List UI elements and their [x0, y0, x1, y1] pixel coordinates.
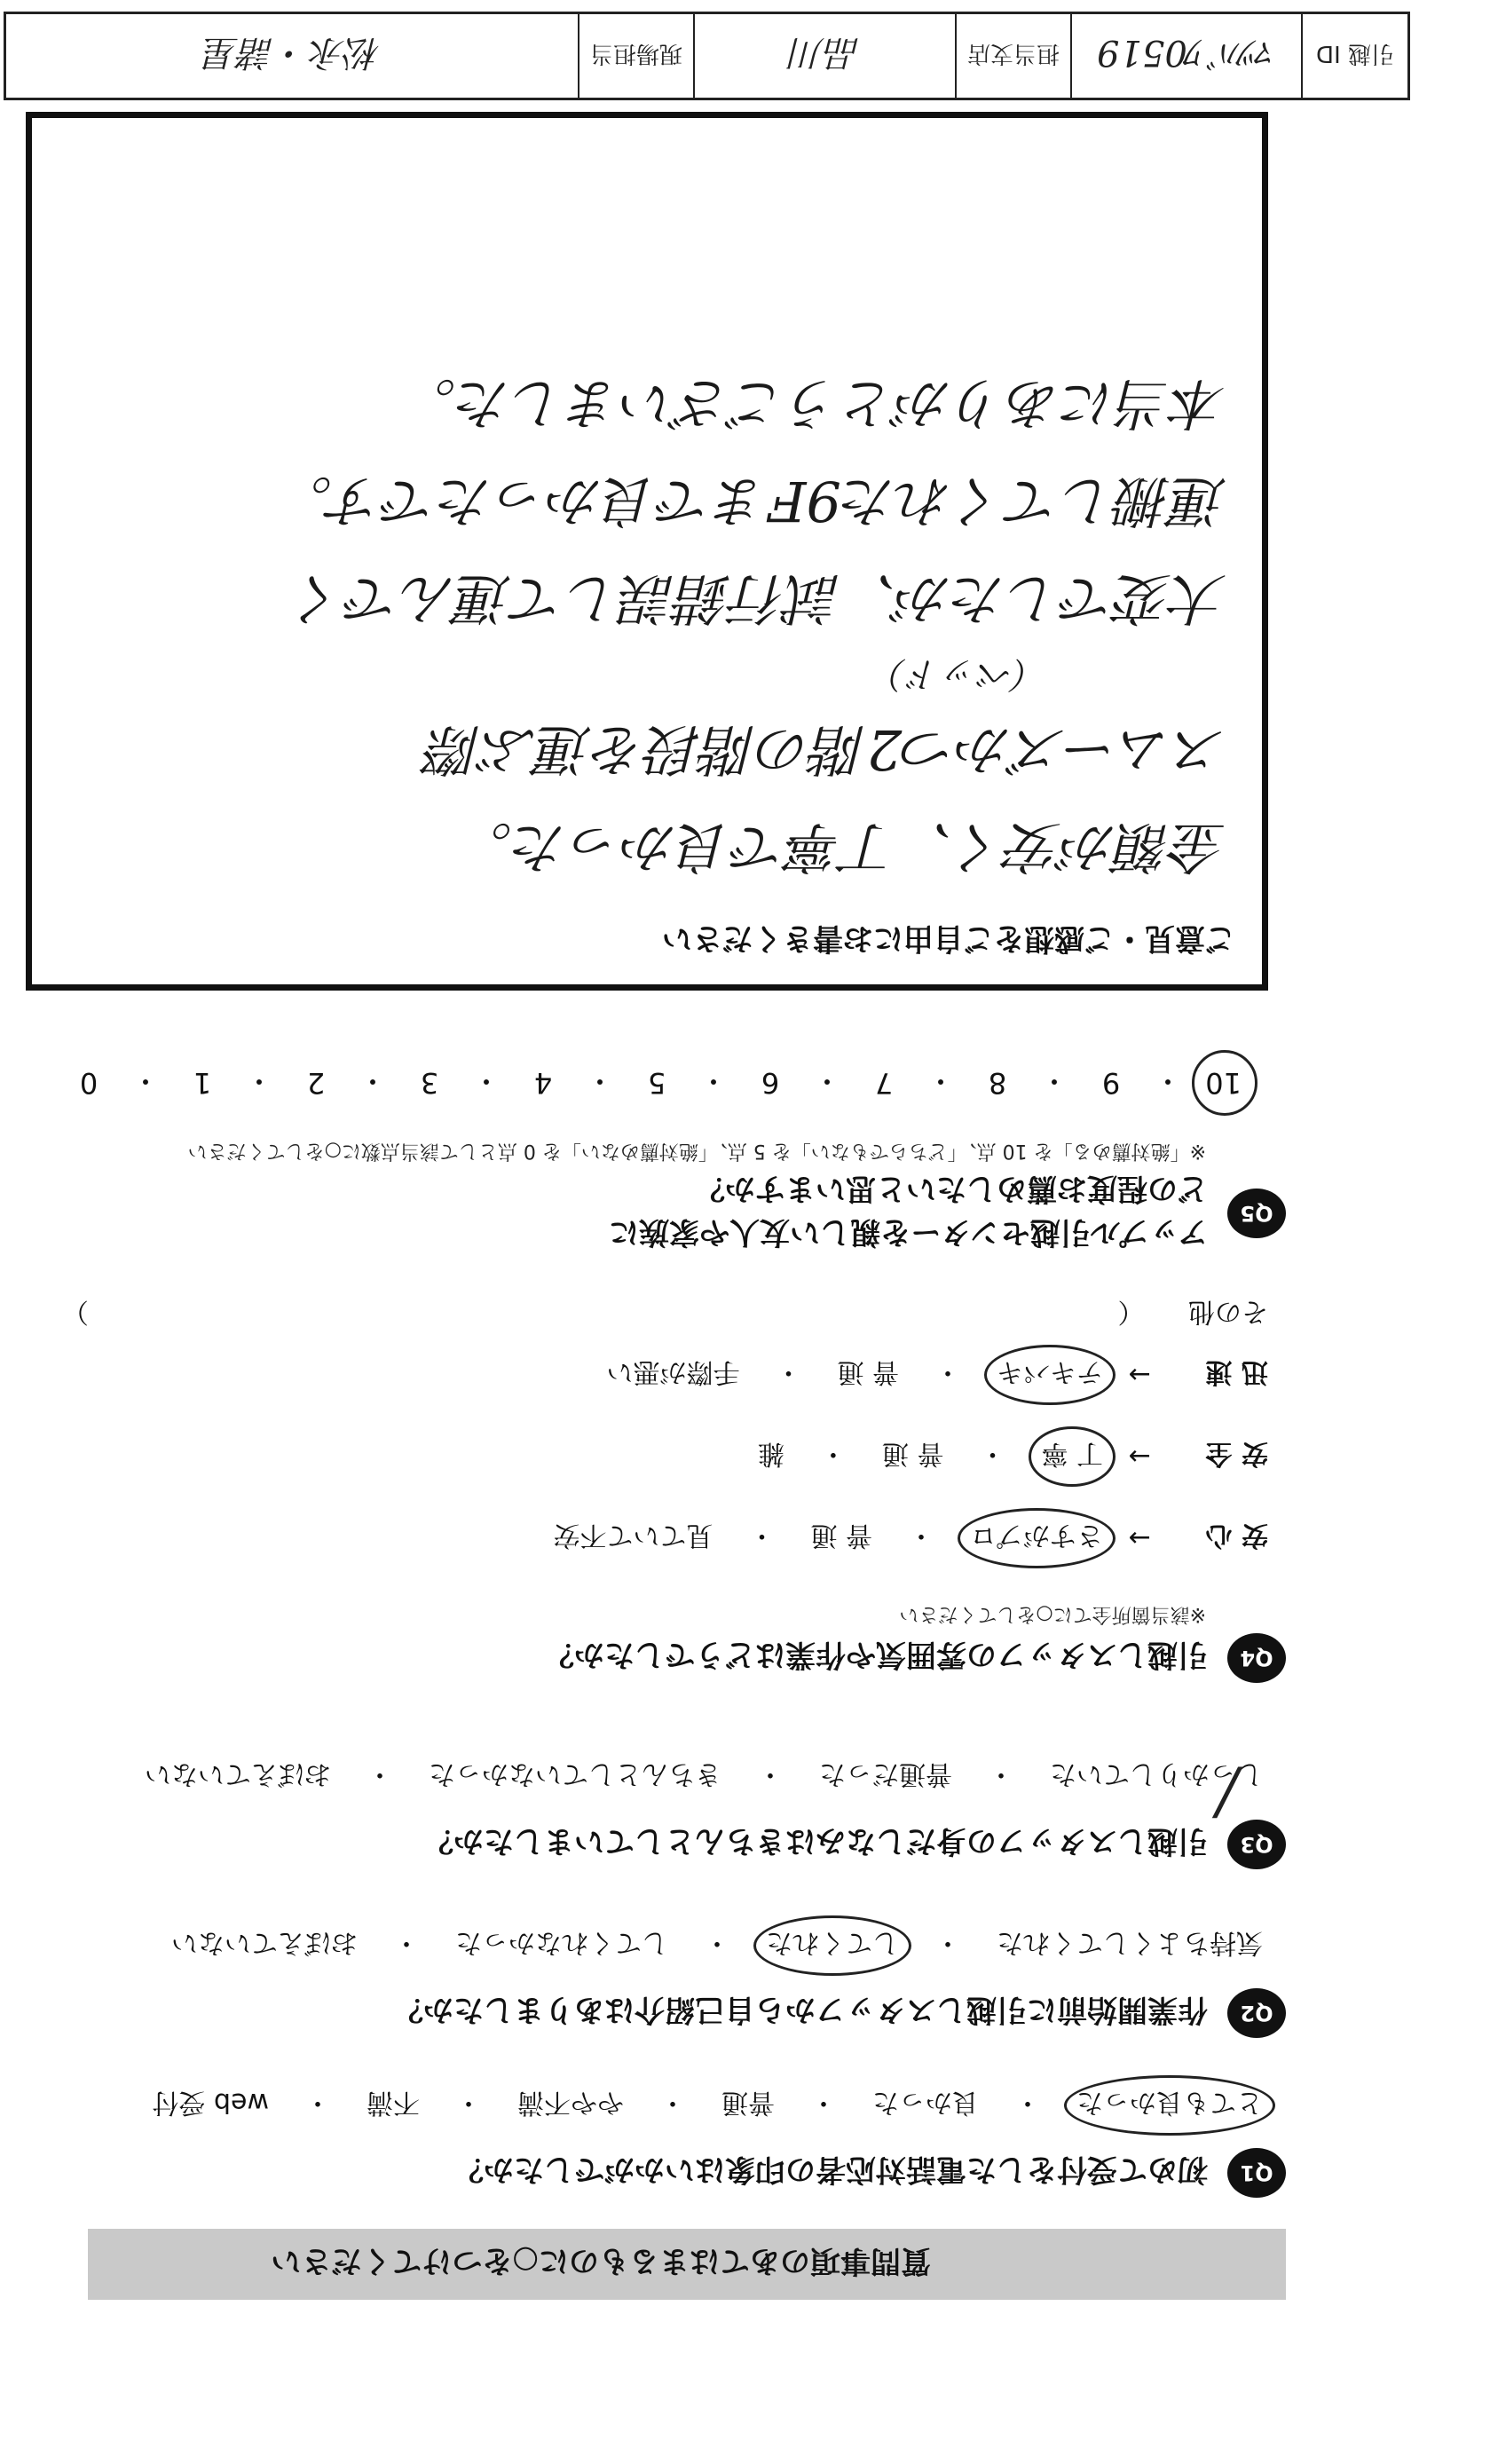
comment-heading: ご意見・ご感想をご自由にお書きください: [662, 920, 1235, 956]
scale-value[interactable]: 1: [193, 1066, 212, 1100]
comment-line: （ベッド）: [871, 653, 1049, 694]
q1-option[interactable]: とても良かった: [1071, 2086, 1268, 2125]
instruction-bar: 質問事項のあてはまるものに○をつけてください: [88, 2229, 1286, 2300]
scale-value[interactable]: 9: [1101, 1066, 1121, 1100]
move-id-value: ﾏﾂﾊﾞﾜ0519: [1070, 14, 1301, 98]
question-q2: Q2 作業開始前に引越しスタッフから自己紹介はありましたか？ 気持ちよくしてくれた ・ してくれた ・ してくれなかった ・ おぼえていない: [43, 1926, 1286, 2038]
comment-line: 大変でしたが、試行錯誤して運んでく: [290, 566, 1226, 631]
q3-option[interactable]: おぼえていない: [145, 1758, 331, 1789]
q1-option[interactable]: 普通: [721, 2087, 775, 2118]
q4-row-label: 安 心: [1205, 1520, 1268, 1551]
q2-badge: Q2: [1227, 1988, 1286, 2038]
scale-value[interactable]: 7: [874, 1066, 894, 1100]
scale-value[interactable]: 2: [306, 1066, 326, 1100]
comment-line: 本当にありがとうございました。: [400, 371, 1226, 436]
q4-option[interactable]: さすがプロ: [965, 1519, 1108, 1558]
staff-value: 松永・諸星: [203, 32, 381, 74]
q4-option[interactable]: 雑: [757, 1438, 784, 1469]
question-q3: Q3 引越しスタッフの身だしなみはきちんとしていましたか？ しっかりしていた / ・ 普通だった ・ きちんとしていなかった ・ おぼえていない: [43, 1757, 1286, 1869]
q3-option[interactable]: 普通だった: [819, 1758, 952, 1789]
q1-option[interactable]: 不満: [367, 2087, 420, 2118]
q4-option[interactable]: 見ていて不安: [553, 1520, 713, 1551]
q4-row-label: 迅 速: [1205, 1356, 1268, 1387]
q5-scale: 10 ・ 9 ・ 8 ・ 7 ・ 6 ・ 5 ・ 4 ・ 3 ・ 2 ・ 1 ・ 0: [43, 1062, 1242, 1103]
q4-other-row: [43, 1295, 1268, 1334]
header-table: [4, 12, 1410, 100]
q4-option[interactable]: 普 通: [810, 1520, 872, 1551]
q4-badge: Q4: [1227, 1633, 1286, 1683]
q4-row-anshin: 安 心 → さすがプロ ・ 普 通 ・ 見ていて不安: [43, 1497, 1268, 1579]
scale-value[interactable]: 5: [647, 1066, 666, 1100]
q4-option[interactable]: 普 通: [837, 1356, 899, 1387]
arrow-icon: →: [1128, 1359, 1151, 1391]
question-q5: [43, 1062, 1286, 1257]
q4-other-label: その他: [1188, 1296, 1268, 1327]
scale-value[interactable]: 10: [1205, 1066, 1242, 1100]
comment-line: スムーズかつ2階の階段を運ぶ際: [426, 717, 1226, 782]
q5-text-line2: どの程度お薦めしたいと思いますか？: [695, 1171, 1208, 1206]
move-id-label: 引越 ID: [1301, 14, 1407, 98]
comment-lines: [67, 354, 1226, 896]
scale-value[interactable]: 4: [533, 1066, 553, 1100]
staff-label: 現場担当: [578, 14, 693, 98]
q4-other-open[interactable]: （: [1117, 1296, 1145, 1327]
q4-option[interactable]: 丁 寧: [1036, 1437, 1108, 1476]
question-q4: [43, 1295, 1286, 1683]
q1-badge: Q1: [1227, 2148, 1286, 2198]
branch-label: 担当支店: [955, 14, 1070, 98]
q1-option[interactable]: やや不満: [517, 2087, 624, 2118]
q3-badge: Q3: [1227, 1820, 1286, 1869]
q2-option[interactable]: 気持ちよくしてくれた: [997, 1927, 1263, 1958]
q3-text: 引越しスタッフの身だしなみはきちんとしていましたか？: [423, 1823, 1208, 1860]
q4-row-jinsoku: 迅 速 → テキパキ ・ 普 通 ・ 手際が悪い: [43, 1334, 1268, 1416]
comment-box: [26, 112, 1268, 991]
q4-row-label: 安 全: [1205, 1438, 1268, 1469]
q5-note: ※「絶対薦める」を 10 点、「どちらでもない」を 5 点、「絶対薦めない」を 0 点として該当点数に○をしてください: [187, 1140, 1206, 1162]
q2-text: 作業開始前に引越しスタッフから自己紹介はありましたか？: [393, 1992, 1208, 2028]
q4-option[interactable]: 普 通: [881, 1438, 944, 1469]
q4-row-anzen: 安 全 → 丁 寧 ・ 普 通 ・ 雑: [43, 1416, 1268, 1497]
scale-value[interactable]: 3: [420, 1066, 439, 1100]
scale-value[interactable]: 8: [988, 1066, 1007, 1100]
q2-option[interactable]: してくれなかった: [455, 1927, 668, 1958]
q4-text: 引越しスタッフの雰囲気や作業はどうでしたか？: [544, 1637, 1208, 1673]
arrow-icon: →: [1128, 1441, 1151, 1473]
q1-option[interactable]: web 受付: [152, 2087, 269, 2118]
arrow-icon: →: [1128, 1522, 1151, 1554]
q1-option[interactable]: 良かった: [872, 2087, 979, 2118]
scale-value[interactable]: 6: [761, 1066, 780, 1100]
branch-value: 品川: [693, 14, 955, 98]
q5-text-line1: アップル引越センターを親しい友人や家族に: [609, 1214, 1208, 1250]
q3-option[interactable]: しっかりしていた /: [1045, 1757, 1268, 1797]
q4-other-close: ）: [61, 1296, 89, 1327]
q4-option[interactable]: 手際が悪い: [606, 1356, 740, 1387]
q5-badge: Q5: [1227, 1189, 1286, 1238]
q4-option[interactable]: テキパキ: [991, 1355, 1108, 1394]
question-q1: Q1 初めて受付をした電話対応者の印象はいかがでしたか？ とても良かった ・ 良かった ・ 普通 ・ やや不満 ・ 不満 ・ web 受付: [43, 2086, 1286, 2198]
q1-text: 初めて受付をした電話対応者の印象はいかがでしたか？: [453, 2152, 1208, 2188]
scale-value[interactable]: 0: [79, 1066, 99, 1100]
q4-note: ※該当箇所全てに○をしてください: [899, 1603, 1206, 1625]
comment-line: 金額が安く、丁寧で良かった。: [457, 815, 1226, 880]
q2-option[interactable]: してくれた: [761, 1926, 904, 1965]
q2-option[interactable]: おぼえていない: [171, 1927, 358, 1958]
comment-line: 運搬してくれた9Fまで良かったです。: [277, 469, 1226, 533]
q3-option[interactable]: きちんとしていなかった: [429, 1758, 721, 1789]
